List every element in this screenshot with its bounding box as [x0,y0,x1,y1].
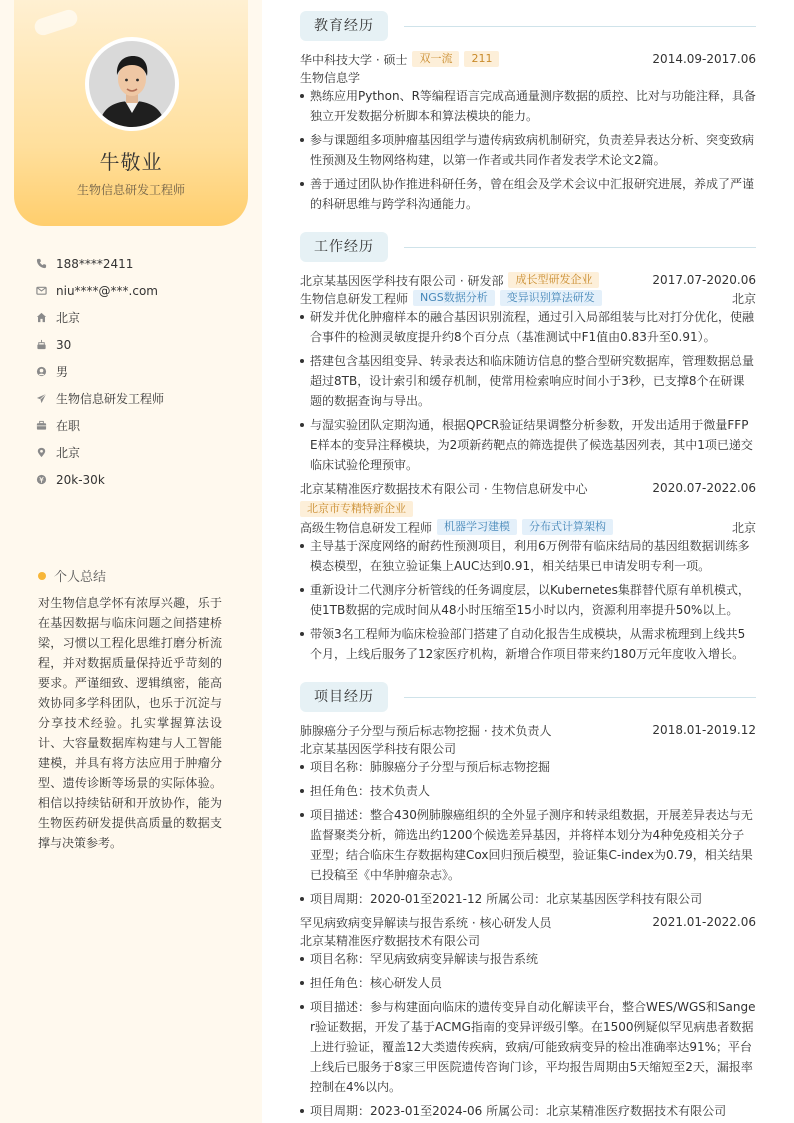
list-item: 与湿实验团队定期沟通，根据QPCR验证结果调整分析参数，开发出适用于微量FFPE样本的变异注释模块，为2项新药靶点的筛选提供了候选基因列表，其中1项已递交临床试验伦理预审。 [300,415,756,475]
contact-phone [36,250,164,277]
job-period: 2020.07-2022.06 [652,481,756,495]
list-item: 研发并优化肿瘤样本的融合基因识别流程，通过引入局部组装与比对打分优化，使融合事件的检测灵敏度提升约8个百分点（基准测试中F1值由0.83升至0.91）。 [300,307,756,347]
section-title: 教育经历 [300,11,388,41]
job-bullets [300,536,756,668]
contact-text: 北京 [56,311,81,325]
decorative-pill [32,8,79,38]
contact-text: 30 [56,337,72,352]
list-item: 项目名称：肺腺癌分子分型与预后标志物挖掘 [300,757,756,777]
sidebar [0,0,262,1123]
project-company-row [300,739,756,757]
contact-email [36,277,164,304]
education-section-header [300,11,756,41]
contact-salary [36,466,164,493]
project-title: 肺腺癌分子分型与预后标志物挖掘 · 技术负责人 [300,723,552,738]
job-role: 高级生物信息研发工程师 [300,520,433,535]
section-title: 工作经历 [300,232,388,262]
coin-icon [36,474,47,485]
section-divider [404,697,756,698]
education-period: 2014.09-2017.06 [652,52,756,66]
project-company: 北京某精准医疗数据技术有限公司 [300,933,481,948]
section-divider [404,26,756,27]
education-major-row [300,68,756,86]
summary-dot-icon [38,572,46,580]
project-section-header [300,682,756,712]
contact-age [36,331,164,358]
phone-icon [36,258,47,269]
contact-location [36,439,164,466]
contact-text: niu****@***.com [56,283,158,298]
list-item: 项目周期：2023-01至2024-06 所属公司：北京某精准医疗数据技术有限公司 [300,1101,756,1121]
school-tag: 211 [464,51,499,67]
summary-text: 对生物信息学怀有浓厚兴趣，乐于在基因数据与临床问题之间搭建桥梁，习惯以工程化思维打磨分析流程，并对数据质量保持近乎苛刻的要求。严谨细致、逻辑缜密，能高效协同多学科团队，也乐于沉淀与分享技术经验。扎实掌握算法设计、大容量数据库构建与人工智能建模，并具有将方法应用于肿瘤分型、遗传诊断等场景的实际体验。相信以持续钻研和开放协作，能为生物医药研发提供高质量的数据支撑与决策参考。 [38,596,222,850]
job-company: 北京某精准医疗数据技术有限公司 · 生物信息研发中心 [300,481,588,496]
project-title-row [300,721,756,739]
job-city: 北京 [731,291,756,306]
home-icon [36,312,47,323]
list-item: 项目描述：参与构建面向临床的遗传变异自动化解读平台，整合WES/WGS和Sanger验证数据，开发了基于ACMG指南的变异评级引擎。在1500例疑似罕见病患者数据上进行验证，覆盖12大类遗传疾病，致病/可能致病变异的检出准确率达91%；平台上线后已服务于8家三甲医院遗传咨询门诊，平均报告周期由5天缩短至2天，漏报率控制在4%以内。 [300,997,756,1097]
mail-icon [36,285,47,296]
job-role-row [300,289,756,307]
job-period: 2017.07-2020.06 [652,273,756,287]
major: 生物信息学 [300,70,361,85]
job-company: 北京某基因医学科技有限公司 · 研发部 [300,273,504,288]
skill-tag: 分布式计算架构 [522,519,613,535]
list-item: 参与课题组多项肿瘤基因组学与遗传病致病机制研究，负责差异表达分析、突变致病性预测及生物网络构建，以第一作者或共同作者发表学术论文2篇。 [300,130,756,170]
list-item: 项目描述：整合430例肺腺癌组织的全外显子测序和转录组数据，开展差异表达与无监督聚类分析，筛选出约1200个候选差异基因，并将样本划分为4种免疫相关分子亚型；结合临床生存数据构建Cox回归预后模型，验证集C-index为0.79，相关结果已投稿至《中华肿瘤杂志》。 [300,805,756,885]
contact-gender [36,358,164,385]
contact-text: 北京 [56,446,81,460]
contact-position [36,385,164,412]
cake-icon [36,339,47,350]
job-role: 生物信息研发工程师 [300,291,409,306]
school-name: 华中科技大学 · 硕士 [300,52,408,67]
section-divider [404,247,756,248]
company-tag: 北京市专精特新企业 [300,501,413,517]
project-company-row [300,931,756,949]
job-company-row [300,271,756,289]
profile-name: 牛敬业 [99,150,163,174]
project-title-row [300,913,756,931]
project-period: 2018.01-2019.12 [652,723,756,737]
list-item: 担任角色：技术负责人 [300,781,756,801]
contact-text: 生物信息研发工程师 [56,392,165,406]
contact-text: 188****2411 [56,256,134,271]
avatar [85,37,179,131]
list-item: 担任角色：核心研发人员 [300,973,756,993]
profile-title: 生物信息研发工程师 [76,183,185,197]
list-item: 主导基于深度网络的耐药性预测项目，利用6万例带有临床结局的基因组数据训练多模态模型，在独立验证集上AUC达到0.91，相关结果已申请发明专利一项。 [300,536,756,576]
contact-status [36,412,164,439]
list-item: 项目周期：2020-01至2021-12 所属公司：北京某基因医学科技有限公司 [300,889,756,909]
list-item: 善于通过团队协作推进科研任务，曾在组会及学术会议中汇报研究进展，养成了严谨的科研思维与跨学科沟通能力。 [300,174,756,214]
summary-heading [38,566,106,585]
send-icon [36,393,47,404]
avatar-photo [89,41,175,127]
section-title: 项目经历 [300,682,388,712]
job-bullets [300,307,756,479]
skill-tag: 机器学习建模 [437,519,517,535]
job-city: 北京 [731,520,756,535]
list-item: 搭建包含基因组变异、转录表达和临床随访信息的整合型研究数据库，管理数据总量超过8TB，设计索引和缓存机制，使常用检索响应时间小于3秒，已支撑8个在研课题的数据查询与导出。 [300,351,756,411]
work-section-header [300,232,756,262]
company-tag: 成长型研发企业 [508,272,599,288]
location-pin-icon [36,447,47,458]
project-bullets [300,757,756,913]
school-tag: 双一流 [412,51,459,67]
job-role-row [300,518,756,536]
summary-heading-text: 个人总结 [54,570,107,585]
job-company-row [300,479,756,497]
list-item: 熟练应用Python、R等编程语言完成高通量测序数据的质控、比对与功能注释，具备独立开发数据分析脚本和算法模块的能力。 [300,86,756,126]
skill-tag: 变异识别算法研发 [500,290,602,306]
contact-text: 男 [56,365,69,379]
list-item: 项目名称：罕见病致病变异解读与报告系统 [300,949,756,969]
profile-card [14,0,248,226]
gender-icon [36,366,47,377]
contact-home [36,304,164,331]
project-company: 北京某基因医学科技有限公司 [300,741,457,756]
education-school-row [300,50,756,68]
list-item: 重新设计二代测序分析管线的任务调度层，以Kubernetes集群替代原有单机模式，使1TB数据的完成时间从48小时压缩至15小时以内，资源利用率提升50%以上。 [300,580,756,620]
contact-text: 在职 [56,419,81,433]
job-company-tag-row [300,500,756,518]
skill-tag: NGS数据分析 [413,290,495,306]
project-period: 2021.01-2022.06 [652,915,756,929]
contact-list [36,250,164,493]
briefcase-icon [36,420,47,431]
project-bullets [300,949,756,1123]
contact-text: 20k-30k [56,472,105,487]
project-title: 罕见病致病变异解读与报告系统 · 核心研发人员 [300,915,552,930]
education-bullets [300,86,756,218]
list-item: 带领3名工程师为临床检验部门搭建了自动化报告生成模块，从需求梳理到上线共5个月，上线后服务了12家医疗机构，新增合作项目带来约180万元年度收入增长。 [300,624,756,664]
